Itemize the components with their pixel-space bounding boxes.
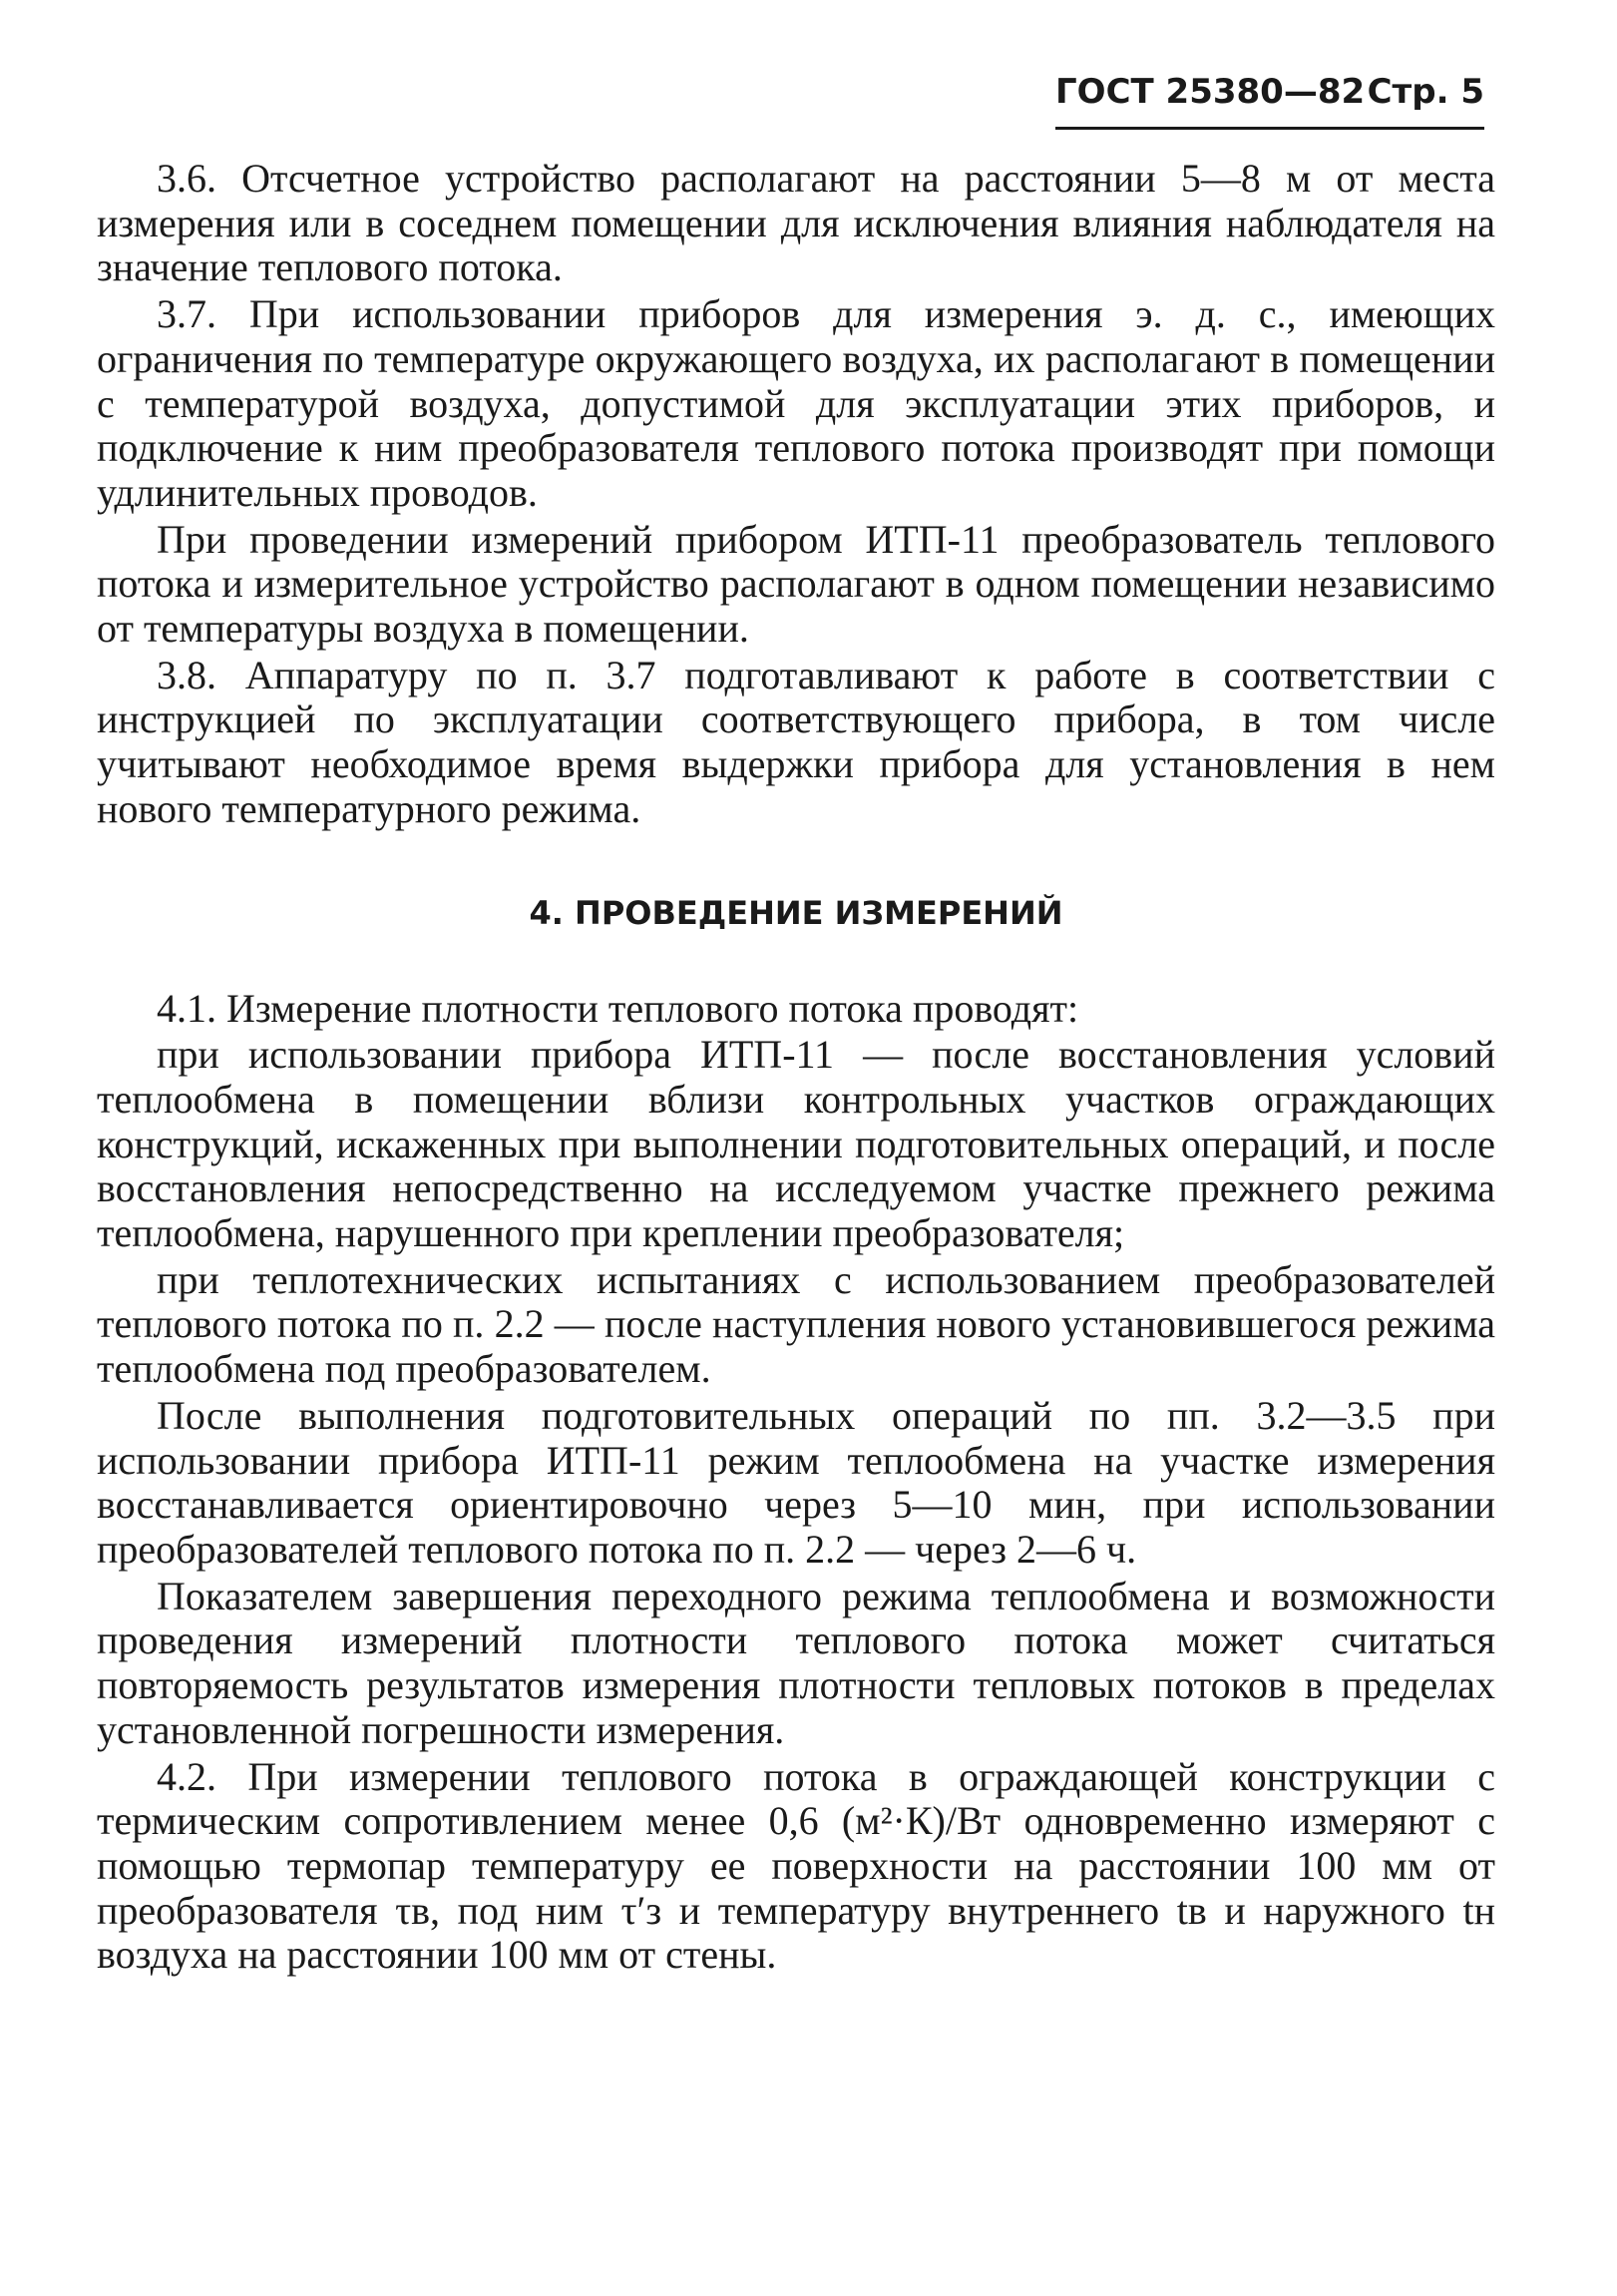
paragraph-4-1-itp: при использовании прибора ИТП-11 — после восстановления условий теплообмена в помещении вблизи контрольных участков ограждающих конструкций, искаженных при выполнении подготовительных операций, и после восстановления непосредственно на исследуемом участке прежнего режима теплообмена, нарушенного при креплении преобразователя; (97, 1032, 1495, 1256)
paragraph-4-2: 4.2. При измерении теплового потока в ограждающей конструкции с термическим сопротивлением менее 0,6 (м²·К)/Вт одновременно измеряют с помощью термопар температуру ее поверхности на расстоянии 100 мм от преобразователя τв, под ним τ′з и температуру внутреннего tв и наружного tн воздуха на расстоянии 100 мм от стены. (97, 1753, 1495, 1978)
page-number: Стр. 5 (1367, 72, 1484, 112)
paragraph-4-1: 4.1. Измерение плотности теплового потока проводят: (157, 985, 1079, 1031)
paragraph-4-1-indicator: Показателем завершения переходного режима теплообмена и возможности проведения измерений плотности теплового потока может считаться повторяемость результатов измерения плотности тепловых потоков в пределах установленной погрешности измерения. (97, 1573, 1495, 1752)
paragraph-3-8: 3.8. Аппаратуру по п. 3.7 подготавливают к работе в соответствии с инструкцией по эксплуатации соответствующего прибора, в том числе учитывают необходимое время выдержки прибора для установления в нем нового температурного режима. (97, 652, 1495, 831)
paragraph-3-7: 3.7. При использовании приборов для измерения э. д. с., имеющих ограничения по температуре окружающего воздуха, их располагают в помещении с температурой воздуха, допустимой для эксплуатации этих приборов, и подключение к ним преобразователя теплового потока производят при помощи удлинительных проводов. (97, 291, 1495, 515)
section-title: 4. ПРОВЕДЕНИЕ ИЗМЕРЕНИЙ (529, 893, 1063, 932)
standard-number: ГОСТ 25380—82 (1055, 72, 1366, 112)
paragraph-3-7-itp: При проведении измерений прибором ИТП-11 преобразователь теплового потока и измерительное устройство располагают в одном помещении независимо от температуры воздуха в помещении. (97, 516, 1495, 652)
paragraph-4-1-after-prep: После выполнения подготовительных операций по пп. 3.2—3.5 при использовании прибора ИТП-11 режим теплообмена на участке измерения восстанавливается ориентировочно через 5—10 мин, при использовании преобразователей теплового потока по п. 2.2 — через 2—6 ч. (97, 1392, 1495, 1572)
page-header (1055, 72, 1484, 122)
header-rule (1055, 127, 1484, 130)
document-body (97, 157, 1495, 1980)
paragraph-3-6: 3.6. Отсчетное устройство располагают на расстоянии 5—8 м от места измерения или в соседнем помещении для исключения влияния наблюдателя на значение теплового потока. (97, 156, 1495, 290)
paragraph-4-1-tests: при теплотехнических испытаниях с использованием преобразователей теплового потока по п. 2.2 — после наступления нового установившегося режима теплообмена под преобразователем. (97, 1256, 1495, 1392)
